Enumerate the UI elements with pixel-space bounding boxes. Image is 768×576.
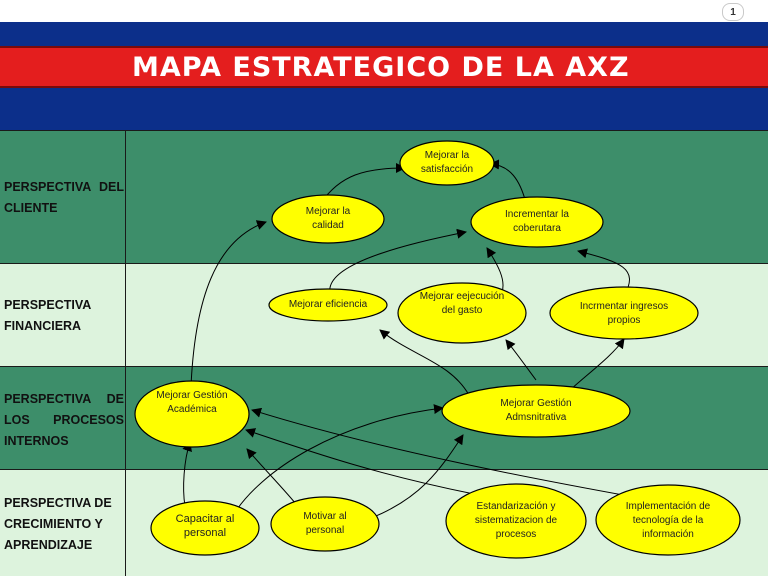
node-text: Mejorar eficiencia: [288, 299, 368, 310]
arrow: [506, 340, 536, 380]
objective-estandarizacion-procesos: [446, 496, 586, 546]
objective-mejorar-calidad: [272, 201, 384, 237]
node-text: Mejorar eejecución: [419, 291, 505, 302]
node-text: procesos: [495, 529, 537, 540]
objective-incrementar-ingresos: [550, 296, 698, 332]
label-line: CLIENTE: [4, 201, 58, 215]
label-line: PERSPECTIVA DEL: [4, 180, 124, 194]
node-text: Incrementar la: [505, 209, 569, 220]
node-text: personal: [305, 525, 345, 536]
node-text: del gasto: [441, 305, 483, 316]
objective-gestion-academica: [135, 386, 249, 420]
node-text: Estandarización y: [476, 501, 556, 512]
label-line: PERSPECTIVA: [4, 298, 92, 312]
node-text: Admsnitrativa: [505, 412, 567, 423]
node-text: sistematizacion de: [474, 515, 558, 526]
label-line: PERSPECTIVA DE: [4, 392, 124, 406]
label-line: LOS PROCESOS: [4, 413, 124, 427]
node-text: coberutara: [513, 223, 561, 234]
node-text: Mejorar Gestión: [500, 398, 572, 409]
objective-gestion-administrativa: [442, 393, 630, 429]
page-number-badge: 1: [722, 3, 744, 21]
arrow: [184, 442, 190, 506]
objective-capacitar-personal: [151, 508, 259, 544]
objective-mejorar-satisfaccion: [400, 145, 494, 181]
arrow: [247, 449, 301, 510]
node-text: Mejorar Gestión: [156, 390, 228, 401]
node-text: propios: [607, 315, 641, 326]
node-text: calidad: [312, 220, 344, 231]
node-text: Incrmentar ingresos: [579, 301, 669, 312]
objective-implementacion-tecnologia: [596, 496, 740, 546]
arrow: [570, 339, 624, 390]
label-line: APRENDIZAJE: [4, 538, 93, 552]
node-text: Implementación de: [625, 501, 711, 512]
arrow: [191, 222, 266, 386]
node-text: Motivar al: [303, 511, 347, 522]
node-text: información: [642, 529, 694, 540]
label-line: INTERNOS: [4, 434, 69, 448]
objective-motivar-personal: [271, 506, 379, 542]
objective-mejorar-ejecucion-gasto: [398, 290, 526, 326]
objective-incrementar-cobertura: [471, 204, 603, 240]
node-text: Capacitar al: [175, 513, 235, 525]
label-line: PERSPECTIVA DE: [4, 496, 112, 510]
node-text: Mejorar la: [424, 150, 470, 161]
label-line: FINANCIERA: [4, 319, 82, 333]
node-text: satisfacción: [420, 164, 474, 175]
node-text: Mejorar la: [305, 206, 351, 217]
node-text: tecnología de la: [632, 515, 704, 526]
page-title: MAPA ESTRATEGICO DE LA AXZ: [132, 52, 630, 83]
label-line: CRECIMIENTO Y: [4, 517, 103, 531]
node-text: Académica: [167, 404, 217, 415]
node-text: personal: [183, 527, 227, 539]
objective-mejorar-eficiencia: [269, 297, 387, 313]
